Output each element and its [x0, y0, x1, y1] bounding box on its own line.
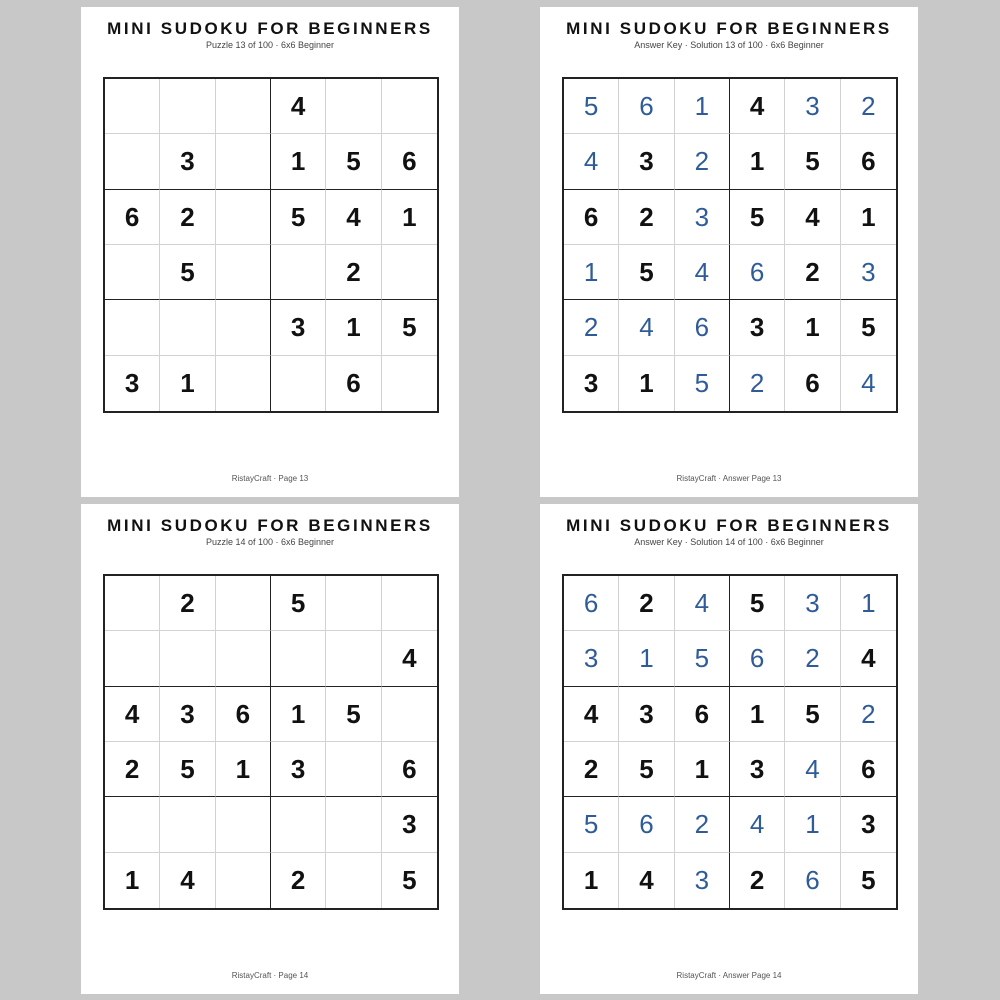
- page-footer: RistayCraft · Answer Page 14: [676, 971, 782, 980]
- grid-cell: 1: [216, 742, 271, 797]
- grid-cell: 1: [160, 356, 215, 411]
- grid-cell: 5: [326, 687, 381, 742]
- grid-cell: 3: [619, 687, 674, 742]
- grid-cell: 6: [326, 356, 381, 411]
- grid-cell: 3: [785, 576, 840, 631]
- grid-cell: 2: [785, 631, 840, 686]
- grid-cell: [326, 631, 381, 686]
- grid-cell: 4: [564, 687, 619, 742]
- grid-cell: 1: [271, 134, 326, 189]
- grid-cell: 6: [216, 687, 271, 742]
- grid-cell: [216, 134, 271, 189]
- page-title: MINI SUDOKU FOR BEGINNERS: [107, 19, 433, 38]
- grid-cell: 1: [271, 687, 326, 742]
- grid-cell: 5: [382, 300, 437, 355]
- grid-cell: 1: [730, 134, 785, 189]
- grid-cell: 4: [619, 853, 674, 908]
- grid-cell: [382, 356, 437, 411]
- grid-cell: [271, 356, 326, 411]
- grid-cell: [105, 631, 160, 686]
- grid-cell: 3: [271, 300, 326, 355]
- grid-cell: 2: [675, 134, 730, 189]
- grid-cell: 2: [105, 742, 160, 797]
- grid-cell: 1: [382, 190, 437, 245]
- grid-cell: 3: [564, 356, 619, 411]
- grid-cell: 1: [105, 853, 160, 908]
- grid-cell: 6: [105, 190, 160, 245]
- grid-cell: 1: [730, 687, 785, 742]
- grid-cell: 5: [160, 742, 215, 797]
- grid-cell: 5: [564, 797, 619, 852]
- grid-cell: 1: [619, 631, 674, 686]
- grid-cell: [326, 79, 381, 134]
- page-title: MINI SUDOKU FOR BEGINNERS: [566, 19, 892, 38]
- grid-cell: 1: [564, 853, 619, 908]
- answer-page-13: [540, 7, 918, 497]
- grid-cell: 1: [841, 576, 896, 631]
- grid-cell: [326, 742, 381, 797]
- grid-cell: 2: [160, 190, 215, 245]
- grid-cell: 3: [105, 356, 160, 411]
- sudoku-grid: [562, 574, 898, 910]
- grid-cell: 5: [841, 300, 896, 355]
- page-title: MINI SUDOKU FOR BEGINNERS: [566, 516, 892, 535]
- page-footer: RistayCraft · Page 14: [231, 971, 309, 980]
- grid-cell: 3: [160, 687, 215, 742]
- grid-cell: 5: [675, 356, 730, 411]
- grid-cell: 1: [326, 300, 381, 355]
- grid-cell: [105, 576, 160, 631]
- grid-cell: 6: [841, 742, 896, 797]
- grid-cell: [160, 300, 215, 355]
- grid-cell: [105, 79, 160, 134]
- grid-cell: [326, 797, 381, 852]
- grid-cell: 6: [675, 687, 730, 742]
- grid-cell: [216, 576, 271, 631]
- grid-cell: 4: [841, 631, 896, 686]
- grid-cell: 5: [675, 631, 730, 686]
- grid-cell: 2: [675, 797, 730, 852]
- grid-cell: 5: [619, 742, 674, 797]
- grid-cell: 3: [785, 79, 840, 134]
- grid-cell: 1: [619, 356, 674, 411]
- sudoku-grid: [562, 77, 898, 413]
- grid-cell: 4: [675, 576, 730, 631]
- puzzle-page-13: [81, 7, 459, 497]
- grid-cell: 6: [564, 576, 619, 631]
- grid-cell: 1: [841, 190, 896, 245]
- grid-cell: 4: [382, 631, 437, 686]
- grid-cell: 4: [326, 190, 381, 245]
- grid-cell: 2: [785, 245, 840, 300]
- page-subtitle: Answer Key · Solution 13 of 100 · 6x6 Beginner: [634, 40, 824, 50]
- grid-cell: 5: [271, 576, 326, 631]
- grid-cell: 3: [841, 245, 896, 300]
- grid-cell: [105, 134, 160, 189]
- grid-cell: [216, 190, 271, 245]
- grid-cell: [216, 356, 271, 411]
- grid-cell: 6: [785, 853, 840, 908]
- grid-cell: 3: [382, 797, 437, 852]
- grid-cell: 2: [160, 576, 215, 631]
- grid-cell: 6: [382, 134, 437, 189]
- puzzle-page-14: [81, 504, 459, 994]
- grid-cell: [326, 576, 381, 631]
- grid-cell: 6: [730, 245, 785, 300]
- grid-cell: [271, 245, 326, 300]
- grid-cell: 5: [402, 865, 417, 896]
- grid-cell: 3: [675, 853, 730, 908]
- grid-cell: [216, 631, 271, 686]
- grid-cell: 6: [785, 356, 840, 411]
- grid-cell: 5: [730, 576, 785, 631]
- grid-cell: 4: [160, 853, 215, 908]
- grid-cell: 4: [785, 742, 840, 797]
- grid-cell: 4: [675, 245, 730, 300]
- grid-cell: 3: [160, 134, 215, 189]
- grid-cell: 6: [564, 190, 619, 245]
- grid-cell: 6: [382, 742, 437, 797]
- grid-cell: 3: [619, 134, 674, 189]
- grid-cell: [216, 853, 271, 908]
- grid-cell: 2: [730, 853, 785, 908]
- grid-cell: 2: [841, 79, 896, 134]
- grid-cell: 4: [619, 300, 674, 355]
- grid-cell: [160, 79, 215, 134]
- grid-cell: 1: [785, 797, 840, 852]
- grid-cell: 4: [564, 134, 619, 189]
- grid-cell: 4: [730, 797, 785, 852]
- grid-cell: 1: [675, 79, 730, 134]
- grid-cell: 4: [730, 79, 785, 134]
- grid-cell: 5: [785, 687, 840, 742]
- grid-cell: [382, 245, 437, 300]
- grid-cell: 2: [564, 742, 619, 797]
- grid-cell: 4: [785, 190, 840, 245]
- grid-cell: [216, 300, 271, 355]
- grid-cell: 5: [785, 134, 840, 189]
- grid-cell: 1: [675, 742, 730, 797]
- grid-cell: 2: [841, 687, 896, 742]
- grid-cell: 4: [861, 368, 876, 399]
- sudoku-grid: [103, 77, 439, 413]
- grid-cell: [326, 853, 381, 908]
- grid-cell: [382, 576, 437, 631]
- grid-cell: [382, 79, 437, 134]
- page-title: MINI SUDOKU FOR BEGINNERS: [107, 516, 433, 535]
- sudoku-grid: [103, 574, 439, 910]
- grid-cell: 2: [271, 853, 326, 908]
- grid-cell: [216, 79, 271, 134]
- grid-cell: 5: [326, 134, 381, 189]
- grid-cell: 2: [619, 190, 674, 245]
- grid-cell: 5: [160, 245, 215, 300]
- grid-cell: 5: [861, 865, 876, 896]
- grid-cell: 4: [271, 79, 326, 134]
- grid-cell: [160, 631, 215, 686]
- grid-cell: 3: [564, 631, 619, 686]
- grid-cell: 1: [564, 245, 619, 300]
- grid-cell: [216, 797, 271, 852]
- grid-cell: 3: [841, 797, 896, 852]
- grid-cell: 3: [675, 190, 730, 245]
- grid-cell: 5: [730, 190, 785, 245]
- grid-cell: [216, 245, 271, 300]
- page-footer: RistayCraft · Page 13: [231, 474, 309, 483]
- page-subtitle: Puzzle 13 of 100 · 6x6 Beginner: [205, 40, 335, 50]
- grid-cell: 5: [564, 79, 619, 134]
- grid-cell: [105, 300, 160, 355]
- grid-cell: 2: [730, 356, 785, 411]
- grid-cell: 6: [675, 300, 730, 355]
- grid-cell: 3: [271, 742, 326, 797]
- grid-cell: [160, 797, 215, 852]
- grid-cell: [271, 631, 326, 686]
- grid-cell: [105, 797, 160, 852]
- grid-cell: 6: [619, 797, 674, 852]
- page-footer: RistayCraft · Answer Page 13: [676, 474, 782, 483]
- grid-cell: 3: [730, 742, 785, 797]
- grid-cell: 2: [326, 245, 381, 300]
- grid-cell: [105, 245, 160, 300]
- page-subtitle: Puzzle 14 of 100 · 6x6 Beginner: [205, 537, 335, 547]
- grid-cell: 3: [730, 300, 785, 355]
- answer-page-14: [540, 504, 918, 994]
- grid-cell: [382, 687, 437, 742]
- grid-cell: 5: [271, 190, 326, 245]
- grid-cell: 5: [619, 245, 674, 300]
- grid-cell: 6: [730, 631, 785, 686]
- grid-cell: 2: [564, 300, 619, 355]
- page-subtitle: Answer Key · Solution 14 of 100 · 6x6 Beginner: [634, 537, 824, 547]
- grid-cell: 1: [785, 300, 840, 355]
- grid-cell: 6: [619, 79, 674, 134]
- grid-cell: [271, 797, 326, 852]
- grid-cell: 6: [841, 134, 896, 189]
- grid-cell: 2: [619, 576, 674, 631]
- grid-cell: 4: [105, 687, 160, 742]
